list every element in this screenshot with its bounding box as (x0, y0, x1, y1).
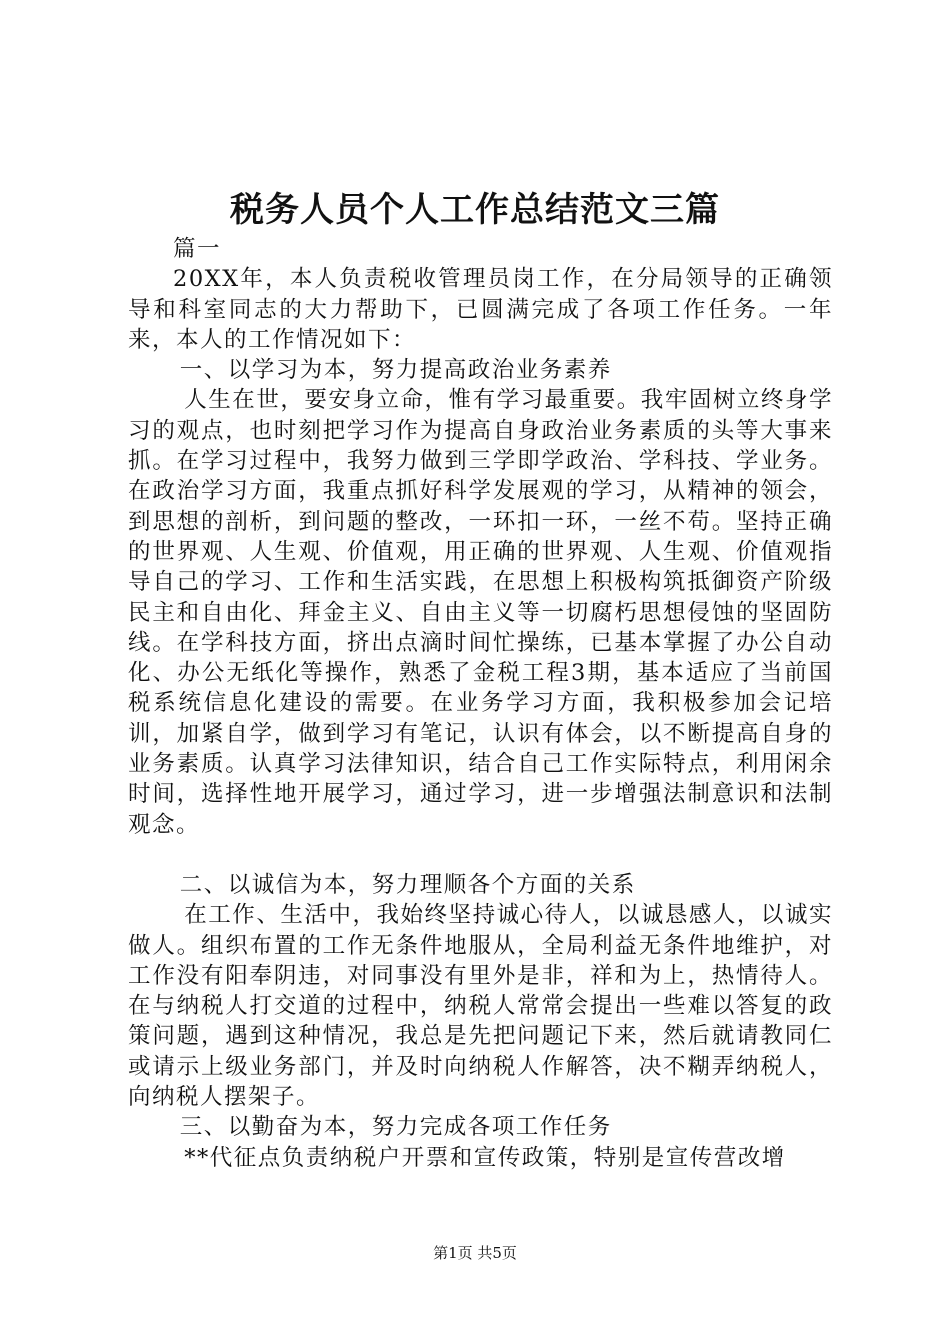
paragraph-2: 在工作、生活中，我始终坚持诚心待人，以诚恳感人，以诚实做人。组织布置的工作无条件地服从，全局利益无条件地维护，对工作没有阳奉阴违，对同事没有里外是非，祥和为上，热情待人。在与纳税人打交道的过程中，纳税人常常会提出一些难以答复的政策问题，遇到这种情况，我总是先把问题记下来，然后就请教同仁或请示上级业务部门，并及时向纳税人作解答，决不糊弄纳税人，向纳税人摆架子。 (128, 902, 833, 1111)
document-body (128, 234, 833, 1173)
section-heading-2: 二、以诚信为本，努力理顺各个方面的关系 (179, 871, 636, 898)
intro-paragraph: 20XX年，本人负责税收管理员岗工作，在分局领导的正确领导和科室同志的大力帮助下，已圆满完成了各项工作任务。一年来，本人的工作情况如下： (128, 266, 833, 353)
paragraph-3: **代征点负责纳税户开票和宣传政策，特别是宣传营改增 (184, 1144, 786, 1171)
section-label: 篇一 (173, 236, 222, 262)
paragraph-gap (128, 840, 833, 870)
document-title: 税务人员个人工作总结范文三篇 (230, 190, 720, 230)
paragraph-1: 人生在世，要安身立命，惟有学习最重要。我牢固树立终身学习的观点，也时刻把学习作为提高自身政治业务素质的头等大事来抓。在学习过程中，我努力做到三学即学政治、学科技、学业务。在政治学习方面，我重点抓好科学发展观的学习，从精神的领会，到思想的剖析，到问题的整改，一环扣一环，一丝不苟。坚持正确的世界观、人生观、价值观，用正确的世界观、人生观、价值观指导自己的学习、工作和生活实践，在思想上积极构筑抵御资产阶级民主和自由化、拜金主义、自由主义等一切腐朽思想侵蚀的坚固防线。在学科技方面，挤出点滴时间忙操练，已基本掌握了办公自动化、办公无纸化等操作，熟悉了金税工程3期，基本适应了当前国税系统信息化建设的需要。在业务学习方面，我积极参加会记培训，加紧自学，做到学习有笔记，认识有体会，以不断提高自身的业务素质。认真学习法律知识，结合自己工作实际特点，利用闲余时间，选择性地开展学习，通过学习，进一步增强法制意识和法制观念。 (128, 387, 833, 838)
section-heading-1: 一、以学习为本，努力提高政治业务素养 (179, 357, 612, 384)
section-heading-3: 三、以勤奋为本，努力完成各项工作任务 (179, 1114, 612, 1141)
page-footer: 第1页 共5页 (433, 1244, 517, 1262)
